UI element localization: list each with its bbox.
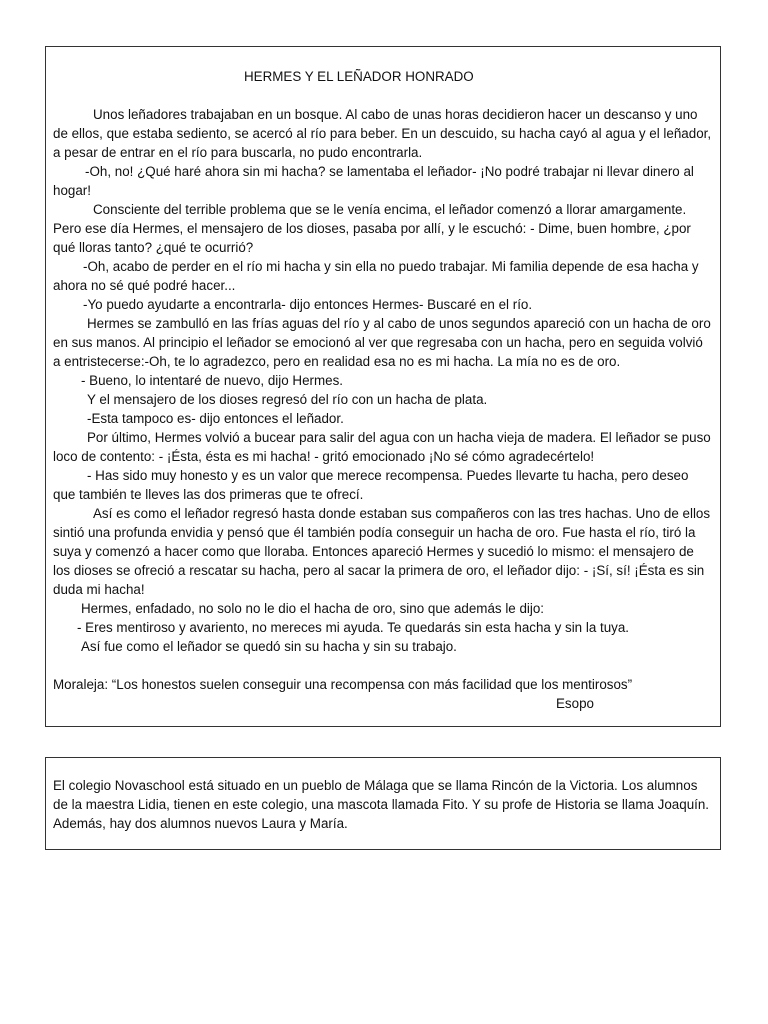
story-paragraph: -Esta tampoco es- dijo entonces el leñador. bbox=[87, 411, 344, 426]
story-paragraph: Así fue como el leñador se quedó sin su hacha y sin su trabajo. bbox=[81, 639, 457, 654]
story-paragraph: -Oh, acabo de perder en el río mi hacha y sin ella no puedo trabajar. Mi familia depende de esa hacha y ahora no sé qué podré hacer... bbox=[53, 259, 703, 293]
story-paragraph: Y el mensajero de los dioses regresó del río con un hacha de plata. bbox=[87, 392, 488, 407]
story-paragraph: Hermes, enfadado, no solo no le dio el hacha de oro, sino que además le dijo: bbox=[81, 601, 545, 616]
story-paragraph: Unos leñadores trabajaban en un bosque. Al cabo de unas horas decidieron hacer un descanso y uno de ellos, que estaba sediento, se acercó al río para beber. En un descuido, su hacha cayó al agua y el leñador, a pesar de entrar en el río para buscarla, no pudo encontrarla. bbox=[53, 107, 715, 160]
story-paragraph: Así es como el leñador regresó hasta donde estaban sus compañeros con las tres hachas. Uno de ellos sintió una profunda envidia y pensó que él también podía conseguir un hacha de oro. Fue hasta el río, tiró la suya y comenzó a hacer como que lloraba. Entonces apareció Hermes y sucedió lo mismo: el mensajero de los dioses se ofreció a rescatar su hacha, pero al sacar la primera de oro, el leñador dijo: - ¡Sí, sí! ¡Ésta es sin duda mi hacha! bbox=[53, 506, 714, 597]
story-box bbox=[45, 46, 721, 727]
story-paragraph: -Oh, no! ¿Qué haré ahora sin mi hacha? se lamentaba el leñador- ¡No podré trabajar ni llevar dinero al hogar! bbox=[53, 164, 698, 198]
story-paragraph: -Yo puedo ayudarte a encontrarla- dijo entonces Hermes- Buscaré en el río. bbox=[83, 297, 533, 312]
story-paragraph: Consciente del terrible problema que se le venía encima, el leñador comenzó a llorar amargamente. Pero ese día Hermes, el mensajero de los dioses, pasaba por allí, y le escuchó: - Dime, buen hombre, ¿por qué lloras tanto? ¿qué te ocurrió? bbox=[53, 202, 695, 255]
story-author: Esopo bbox=[556, 696, 594, 711]
spacer bbox=[53, 656, 713, 675]
note-text: El colegio Novaschool está situado en un pueblo de Málaga que se llama Rincón de la Victoria. Los alumnos de la maestra Lidia, tienen en este colegio, una mascota llamada Fito. Y su profe de Historia se llama Joaquín. Además, hay dos alumnos nuevos Laura y María. bbox=[53, 778, 713, 831]
story-paragraph: Por último, Hermes volvió a bucear para salir del agua con un hacha vieja de madera. El leñador se puso loco de contento: - ¡Ésta, ésta es mi hacha! - gritó emocionado ¡No sé cómo agradecértelo! bbox=[53, 430, 715, 464]
story-paragraph: Hermes se zambulló en las frías aguas del río y al cabo de unos segundos apareció con un hacha de oro en sus manos. Al principio el leñador se emocionó al ver que regresaba con un hacha, pero en seguida volvió a entristecerse:-Oh, te lo agradezco, pero en realidad esa no es mi hacha. La mía no es de oro. bbox=[53, 316, 715, 369]
story-paragraph: - Has sido muy honesto y es un valor que merece recompensa. Puedes llevarte tu hacha, pero deseo que también te lleves las dos primeras que te ofrecí. bbox=[53, 468, 693, 502]
story-title: HERMES Y EL LEÑADOR HONRADO bbox=[244, 69, 474, 84]
note-box bbox=[45, 757, 721, 850]
story-moral: Moraleja: “Los honestos suelen conseguir una recompensa con más facilidad que los mentirosos” bbox=[53, 677, 633, 692]
story-paragraph: - Bueno, lo intentaré de nuevo, dijo Hermes. bbox=[81, 373, 344, 388]
story-paragraph: - Eres mentiroso y avariento, no mereces mi ayuda. Te quedarás sin esta hacha y sin la tuya. bbox=[77, 620, 630, 635]
